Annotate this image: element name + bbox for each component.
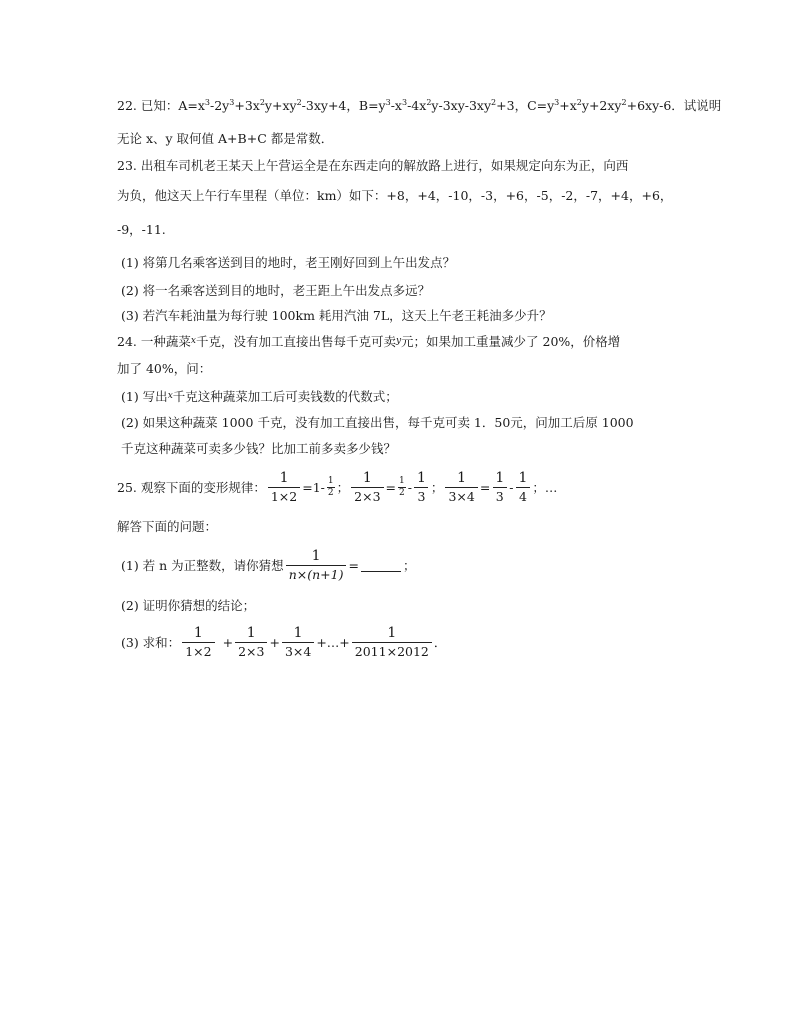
fraction-1-over-2011x2012 (352, 625, 432, 660)
numerator: 1 (311, 547, 321, 564)
q25-part-3 (121, 621, 446, 663)
answer-blank[interactable] (361, 559, 401, 572)
separator: ； (430, 480, 444, 495)
q24-part-1 (121, 388, 754, 405)
denominator: n×(n+1) (286, 565, 347, 583)
fraction-1-over-3x4 (445, 470, 477, 505)
denominator: 2×3 (351, 487, 383, 505)
denominator: 3 (414, 487, 428, 505)
q25-part-2: (2) 证明你猜想的结论； (121, 598, 256, 613)
q24-var-y: y (395, 336, 402, 346)
q25-p3-text: (3) 求和： (121, 635, 181, 650)
numerator: 1 (193, 624, 203, 641)
denominator: 3 (493, 487, 507, 505)
fraction-1-over-3x4 (282, 625, 314, 660)
ellipsis: ；… (532, 480, 558, 495)
numerator: 1 (279, 469, 289, 486)
q24-text-b: 千克，没有加工直接出售每千克可卖 (195, 334, 396, 349)
q24-line-1 (117, 333, 754, 350)
q22-line-1: 22. 已知：$A=x^3-2y^3+3x^2y+xy^2-3xy+4$，$B=y^3-x^3-4x^2y-3xy-3xy^2+3$，$C=y^3+x^2y+2xy^2+6xy-6$．试说明 (117, 98, 722, 113)
denominator: 3×4 (282, 642, 314, 660)
fraction-1-over-2 (398, 476, 406, 499)
equals-one-minus: =1- (302, 479, 325, 495)
minus-sign: - (407, 479, 412, 495)
q24-var-x: x (190, 336, 196, 346)
q25-answer-prompt: 解答下面的问题： (117, 519, 218, 534)
equals-sign: = (479, 479, 491, 495)
q23-part-1: (1) 将第几名乘客送到目的地时，老王刚好回到上午出发点？ (121, 255, 456, 270)
denominator: 4 (516, 487, 530, 505)
fraction-1-over-2x3 (235, 625, 267, 660)
numerator: 1 (293, 624, 303, 641)
denominator: 1×2 (182, 642, 214, 660)
q25-pattern-line (117, 466, 557, 508)
q24-p1-var-x: x (167, 391, 173, 401)
q23-line-2: 为负，他这天上午行车里程（单位：km）如下：+8，+4，-10，-3，+6，-5，-2，-7，+4，+6， (117, 188, 673, 203)
numerator: 1 (327, 475, 334, 486)
q24-part-2-line-2: 千克这种蔬菜可卖多少钱？比加工前多卖多少钱？ (121, 441, 397, 456)
equals-sign: = (348, 557, 359, 573)
plus-sign: + (222, 634, 234, 650)
q23-part-2: (2) 将一名乘客送到目的地时，老王距上午出发点多远？ (121, 283, 431, 298)
q24-part-2-line-1: (2) 如果这种蔬菜 1000 千克，没有加工直接出售，每千克可卖 1．50元，问加工后原 1000 (121, 415, 634, 430)
q24-text-a: 24. 一种蔬菜 (117, 334, 191, 349)
numerator: 1 (362, 469, 372, 486)
ellipsis-plus: +…+ (316, 634, 350, 650)
period: ． (433, 635, 447, 650)
fraction-1-over-3 (492, 470, 507, 505)
fraction-1-over-n-n-plus-1 (286, 548, 347, 583)
q23-part-3: (3) 若汽车耗油量为每行驶 100km 耗用汽油 7L，这天上午老王耗油多少升？ (121, 308, 552, 323)
q24-p1-text-a: (1) 写出 (121, 389, 168, 404)
denominator: 2 (399, 487, 405, 498)
q24-text-c: 元；如果加工重量减少了 20%，价格增 (401, 334, 621, 349)
numerator: 1 (399, 475, 405, 486)
minus-sign: - (509, 479, 514, 495)
fraction-1-over-1x2 (182, 625, 214, 660)
numerator: 1 (246, 624, 256, 641)
numerator: 1 (518, 469, 528, 486)
fraction-1-over-2 (327, 476, 335, 499)
denominator: 2011×2012 (352, 642, 432, 660)
fraction-1-over-3 (414, 470, 429, 505)
denominator: 2×3 (235, 642, 267, 660)
denominator: 1×2 (268, 487, 300, 505)
q25-part-1 (121, 544, 415, 586)
numerator: 1 (495, 469, 505, 486)
numerator: 1 (417, 469, 426, 486)
q23-line-3: -9，-11. (117, 222, 166, 237)
q24-p1-text-b: 千克这种蔬菜加工后可卖钱数的代数式； (172, 389, 398, 404)
equals-sign: = (385, 479, 397, 495)
denominator: 3×4 (445, 487, 477, 505)
fraction-1-over-2x3 (351, 470, 383, 505)
numerator: 1 (387, 624, 397, 641)
fraction-1-over-1x2 (268, 470, 300, 505)
q25-intro: 25. 观察下面的变形规律： (117, 480, 266, 495)
separator: ； (336, 480, 350, 495)
fraction-1-over-4 (515, 470, 530, 505)
q25-p1-text: (1) 若 n 为正整数，请你猜想 (121, 558, 284, 573)
q24-line-2: 加了 40%，问： (117, 361, 212, 376)
numerator: 1 (457, 469, 467, 486)
q22-line-2: 无论 x、y 取何值 A+B+C 都是常数． (117, 131, 334, 146)
q23-line-1: 23. 出租车司机老王某天上午营运全是在东西走向的解放路上进行，如果规定向东为正，向西 (117, 158, 629, 173)
q25-p1-end: ； (402, 558, 416, 573)
denominator: 2 (327, 487, 334, 498)
plus-sign: + (269, 634, 280, 650)
